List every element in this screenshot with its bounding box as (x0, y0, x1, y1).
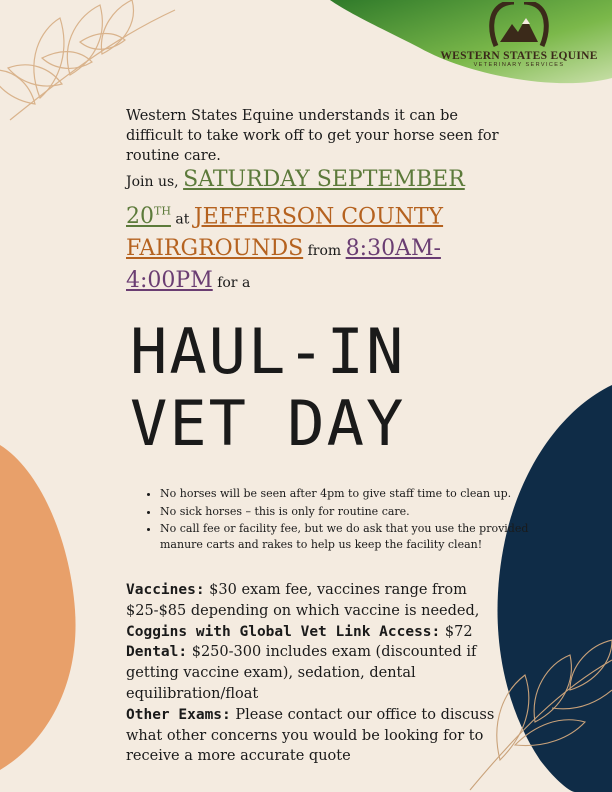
page-title: HAUL-IN VET DAY (130, 315, 406, 460)
pricing-item-coggins (126, 622, 526, 643)
horseshoe-mountain-icon (484, 2, 554, 48)
rules-list (128, 486, 540, 554)
invite-for: for a (217, 275, 251, 292)
pricing-label: Vaccines: (126, 582, 205, 598)
pricing-text: $30 exam fee, vaccines range from $25-$85 depending on which vaccine is needed, (126, 582, 480, 619)
logo-name: WESTERN STATES EQUINE (440, 50, 598, 62)
list-item: • No call fee or facility fee, but we do ask that you use the provided manure carts and rakes to help us keep the facility clean! (160, 521, 540, 552)
company-logo (430, 2, 608, 68)
leaf-sprig-top-left (0, 0, 175, 120)
intro-paragraph: Western States Equine understands it can be difficult to take work off to get your horse seen for routine care. (126, 108, 499, 164)
pricing-label: Other Exams: (126, 706, 231, 723)
pricing-item-vaccines (126, 580, 526, 622)
list-item: • No horses will be seen after 4pm to give staff time to clean up. (160, 486, 540, 502)
event-invitation (126, 165, 506, 298)
pricing-label: Dental: (126, 644, 188, 661)
logo-subtitle: VETERINARY SERVICES (473, 62, 565, 68)
invite-from: from (307, 243, 342, 260)
pricing-section (126, 580, 526, 767)
event-date-text: SATURDAY SEPTEMBER 20 (126, 167, 465, 230)
list-item: • No sick horses – this is only for routine care. (160, 504, 540, 520)
event-date-suffix: TH (154, 205, 171, 218)
invite-prefix: Join us, (126, 174, 179, 190)
pricing-text: Please contact our office to discuss what other concerns you would be looking for to receive a more accurate quote (126, 706, 495, 765)
pricing-text: $250-300 includes exam (discounted if getting vaccine exam), sedation, dental equilibration/float (126, 644, 477, 702)
pricing-item-dental (126, 642, 526, 704)
event-time: 8:30AM-4:00PM (126, 236, 441, 294)
event-location: JEFFERSON COUNTY FAIRGROUNDS (126, 204, 444, 262)
orange-blob-shape (0, 445, 76, 770)
pricing-text: $72 (440, 623, 473, 640)
invite-at: at (175, 211, 190, 228)
pricing-item-other-exams (126, 705, 526, 767)
pricing-label: Coggins with Global Vet Link Access: (126, 623, 441, 640)
